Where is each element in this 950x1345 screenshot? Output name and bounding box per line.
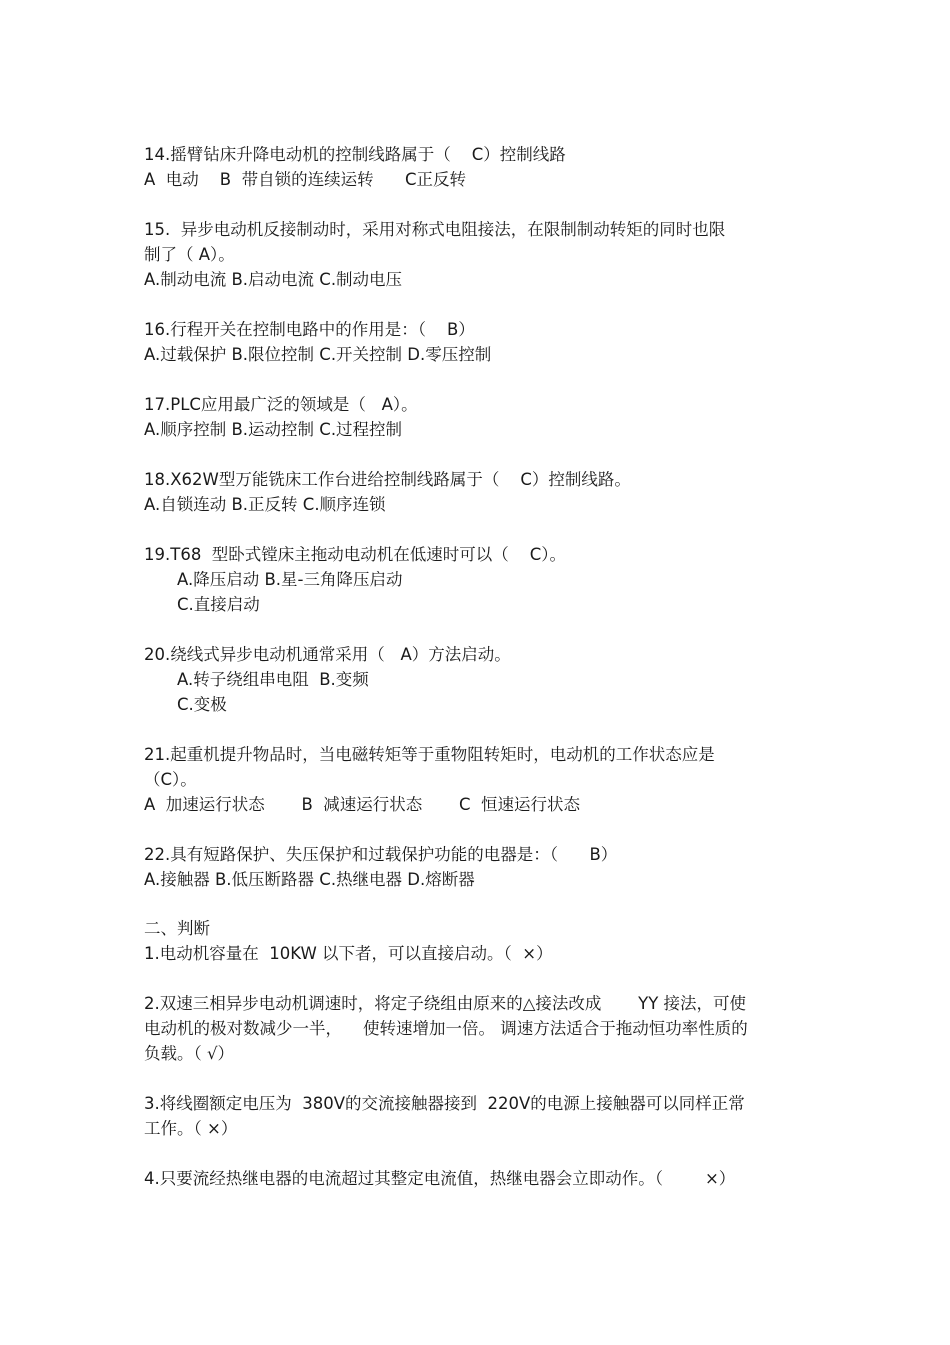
- question-19-text: 19.T68 型卧式镗床主拖动电动机在低速时可以（ C）。: [144, 545, 567, 564]
- question-22-text: 22.具有短路保护、失压保护和过载保护功能的电器是：（ B）: [144, 845, 618, 864]
- judgement-1-text: 1.电动机容量在 10KW 以下者，可以直接启动。（ ×）: [144, 944, 553, 963]
- judgement-4-text: 4.只要流经热继电器的电流超过其整定电流值，热继电器会立即动作。（ ×）: [144, 1169, 736, 1188]
- question-15-text-line-2: 制了（ A）。: [144, 245, 235, 264]
- section-heading-judgement: 二、判断: [144, 919, 210, 938]
- judgement-3-text-line-1: 3.将线圈额定电压为 380V的交流接触器接到 220V的电源上接触器可以同样正常: [144, 1094, 745, 1113]
- question-14-options: A 电动 B 带自锁的连续运转 C正反转: [144, 170, 467, 189]
- question-21-text-line-2: （C）。: [144, 770, 197, 789]
- question-15-options: A.制动电流 B.启动电流 C.制动电压: [144, 270, 403, 289]
- question-16-text: 16.行程开关在控制电路中的作用是：（ B）: [144, 320, 475, 339]
- question-17-text: 17.PLC应用最广泛的领域是（ A）。: [144, 395, 418, 414]
- judgement-2-text-line-3: 负载。（ √）: [144, 1044, 235, 1063]
- judgement-3-text-line-2: 工作。（ ×）: [144, 1119, 238, 1138]
- judgement-2-text-line-1: 2.双速三相异步电动机调速时，将定子绕组由原来的△接法改成 YY 接法，可使: [144, 994, 747, 1013]
- question-22-options: A.接触器 B.低压断路器 C.热继电器 D.熔断器: [144, 870, 475, 889]
- question-21-options: A 加速运行状态 B 减速运行状态 C 恒速运行状态: [144, 795, 581, 814]
- question-21-text-line-1: 21.起重机提升物品时，当电磁转矩等于重物阻转矩时，电动机的工作状态应是: [144, 745, 715, 764]
- question-19-options-line-1: A.降压启动 B.星-三角降压启动: [177, 570, 403, 589]
- question-20-text: 20.绕线式异步电动机通常采用（ A）方法启动。: [144, 645, 511, 664]
- question-16-options: A.过载保护 B.限位控制 C.开关控制 D.零压控制: [144, 345, 492, 364]
- question-15-text-line-1: 15. 异步电动机反接制动时，采用对称式电阻接法，在限制制动转矩的同时也限: [144, 220, 726, 239]
- question-20-options-line-2: C.变极: [177, 695, 227, 714]
- question-18-text: 18.X62W型万能铣床工作台进给控制线路属于（ C）控制线路。: [144, 470, 631, 489]
- question-17-options: A.顺序控制 B.运动控制 C.过程控制: [144, 420, 403, 439]
- question-20-options-line-1: A.转子绕组串电阻 B.变频: [177, 670, 369, 689]
- question-19-options-line-2: C.直接启动: [177, 595, 260, 614]
- question-18-options: A.自锁连动 B.正反转 C.顺序连锁: [144, 495, 386, 514]
- question-14-text: 14.摇臂钻床升降电动机的控制线路属于（ C）控制线路: [144, 145, 566, 164]
- judgement-2-text-line-2: 电动机的极对数减少一半， 使转速增加一倍。 调速方法适合于拖动恒功率性质的: [144, 1019, 748, 1038]
